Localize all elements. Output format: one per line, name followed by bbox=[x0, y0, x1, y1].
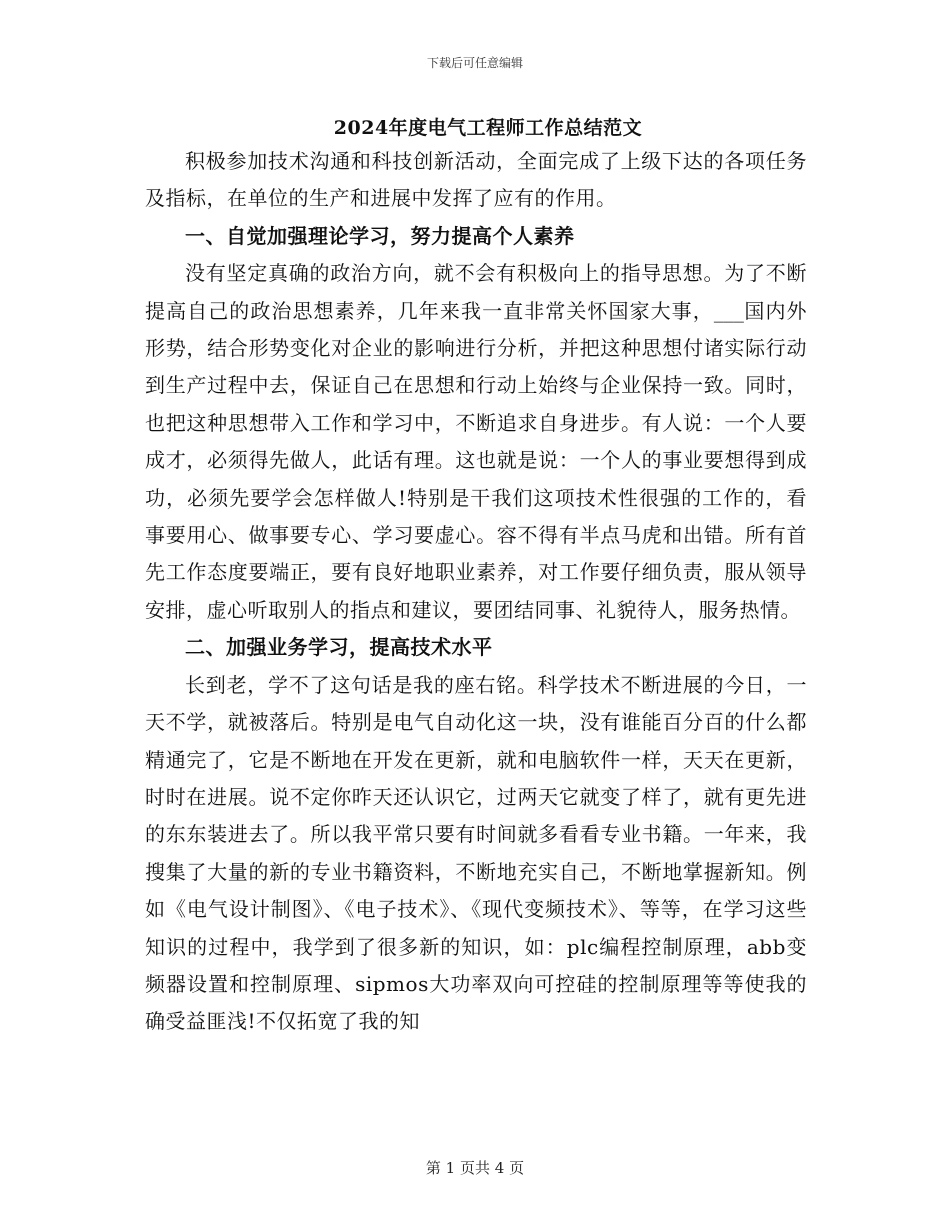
header-note: 下载后可任意编辑 bbox=[426, 56, 523, 70]
section-1-heading: 一、自觉加强理论学习，努力提高个人素养 bbox=[185, 223, 575, 248]
section-2-heading: 二、加强业务学习，提高技术水平 bbox=[185, 635, 493, 660]
intro-paragraph: 积极参加技术沟通和科技创新活动，全面完成了上级下达的各项任务及指标，在单位的生产和进展中发挥了应有的作用。 bbox=[145, 149, 807, 211]
section-1-text-after-blank: 国内外形势，结合形势变化对企业的影响进行分析，并把这种思想付诸实际行动到生产过程中去，保证自己在思想和行动上始终与企业保持一致。同时，也把这种思想带入工作和学习中，不断追求自身进步。有人说：一个人要成才，必须得先做人，此话有理。这也就是说：一个人的事业要想得到成功，必须先要学会怎样做人!特别是干我们这项技术性很强的工作的，看事要用心、做事要专心、学习要虚心。容不得有半点马虎和出错。所有首先工作态度要端正，要有良好地职业素养，对工作要仔细负责，服从领导安排，虚心听取别人的指点和建议，要团结同事、礼貌待人，服务热情。 bbox=[145, 298, 808, 622]
fill-in-blank: ___ bbox=[713, 298, 744, 323]
document-body bbox=[145, 113, 807, 1041]
section-1-paragraph bbox=[145, 255, 807, 629]
section-2-paragraph: 长到老，学不了这句话是我的座右铭。科学技术不断进展的今日，一天不学，就被落后。特别是电气自动化这一块，没有谁能百分百的什么都精通完了，它是不断地在开发在更新，就和电脑软件一样，天天在更新，时时在进展。说不定你昨天还认识它，过两天它就变了样了，就有更先进的东东装进去了。所以我平常只要有时间就多看看专业书籍。一年来，我搜集了大量的新的专业书籍资料，不断地充实自己，不断地掌握新知。例如《电气设计制图》、《电子技术》、《现代变频技术》、等等，在学习这些知识的过程中，我学到了很多新的知识，如：plc编程控制原理，abb变频器设置和控制原理、sipmos大功率双向可控硅的控制原理等等使我的确受益匪浅!不仅拓宽了我的知 bbox=[145, 672, 807, 1034]
section-1-text-before-blank: 没有坚定真确的政治方向，就不会有积极向上的指导思想。为了不断提高自己的政治思想素养，几年来我一直非常关怀国家大事， bbox=[145, 261, 807, 323]
page-number: 第 1 页共 4 页 bbox=[425, 1159, 525, 1177]
document-title: 2024年度电气工程师工作总结范文 bbox=[333, 117, 643, 139]
